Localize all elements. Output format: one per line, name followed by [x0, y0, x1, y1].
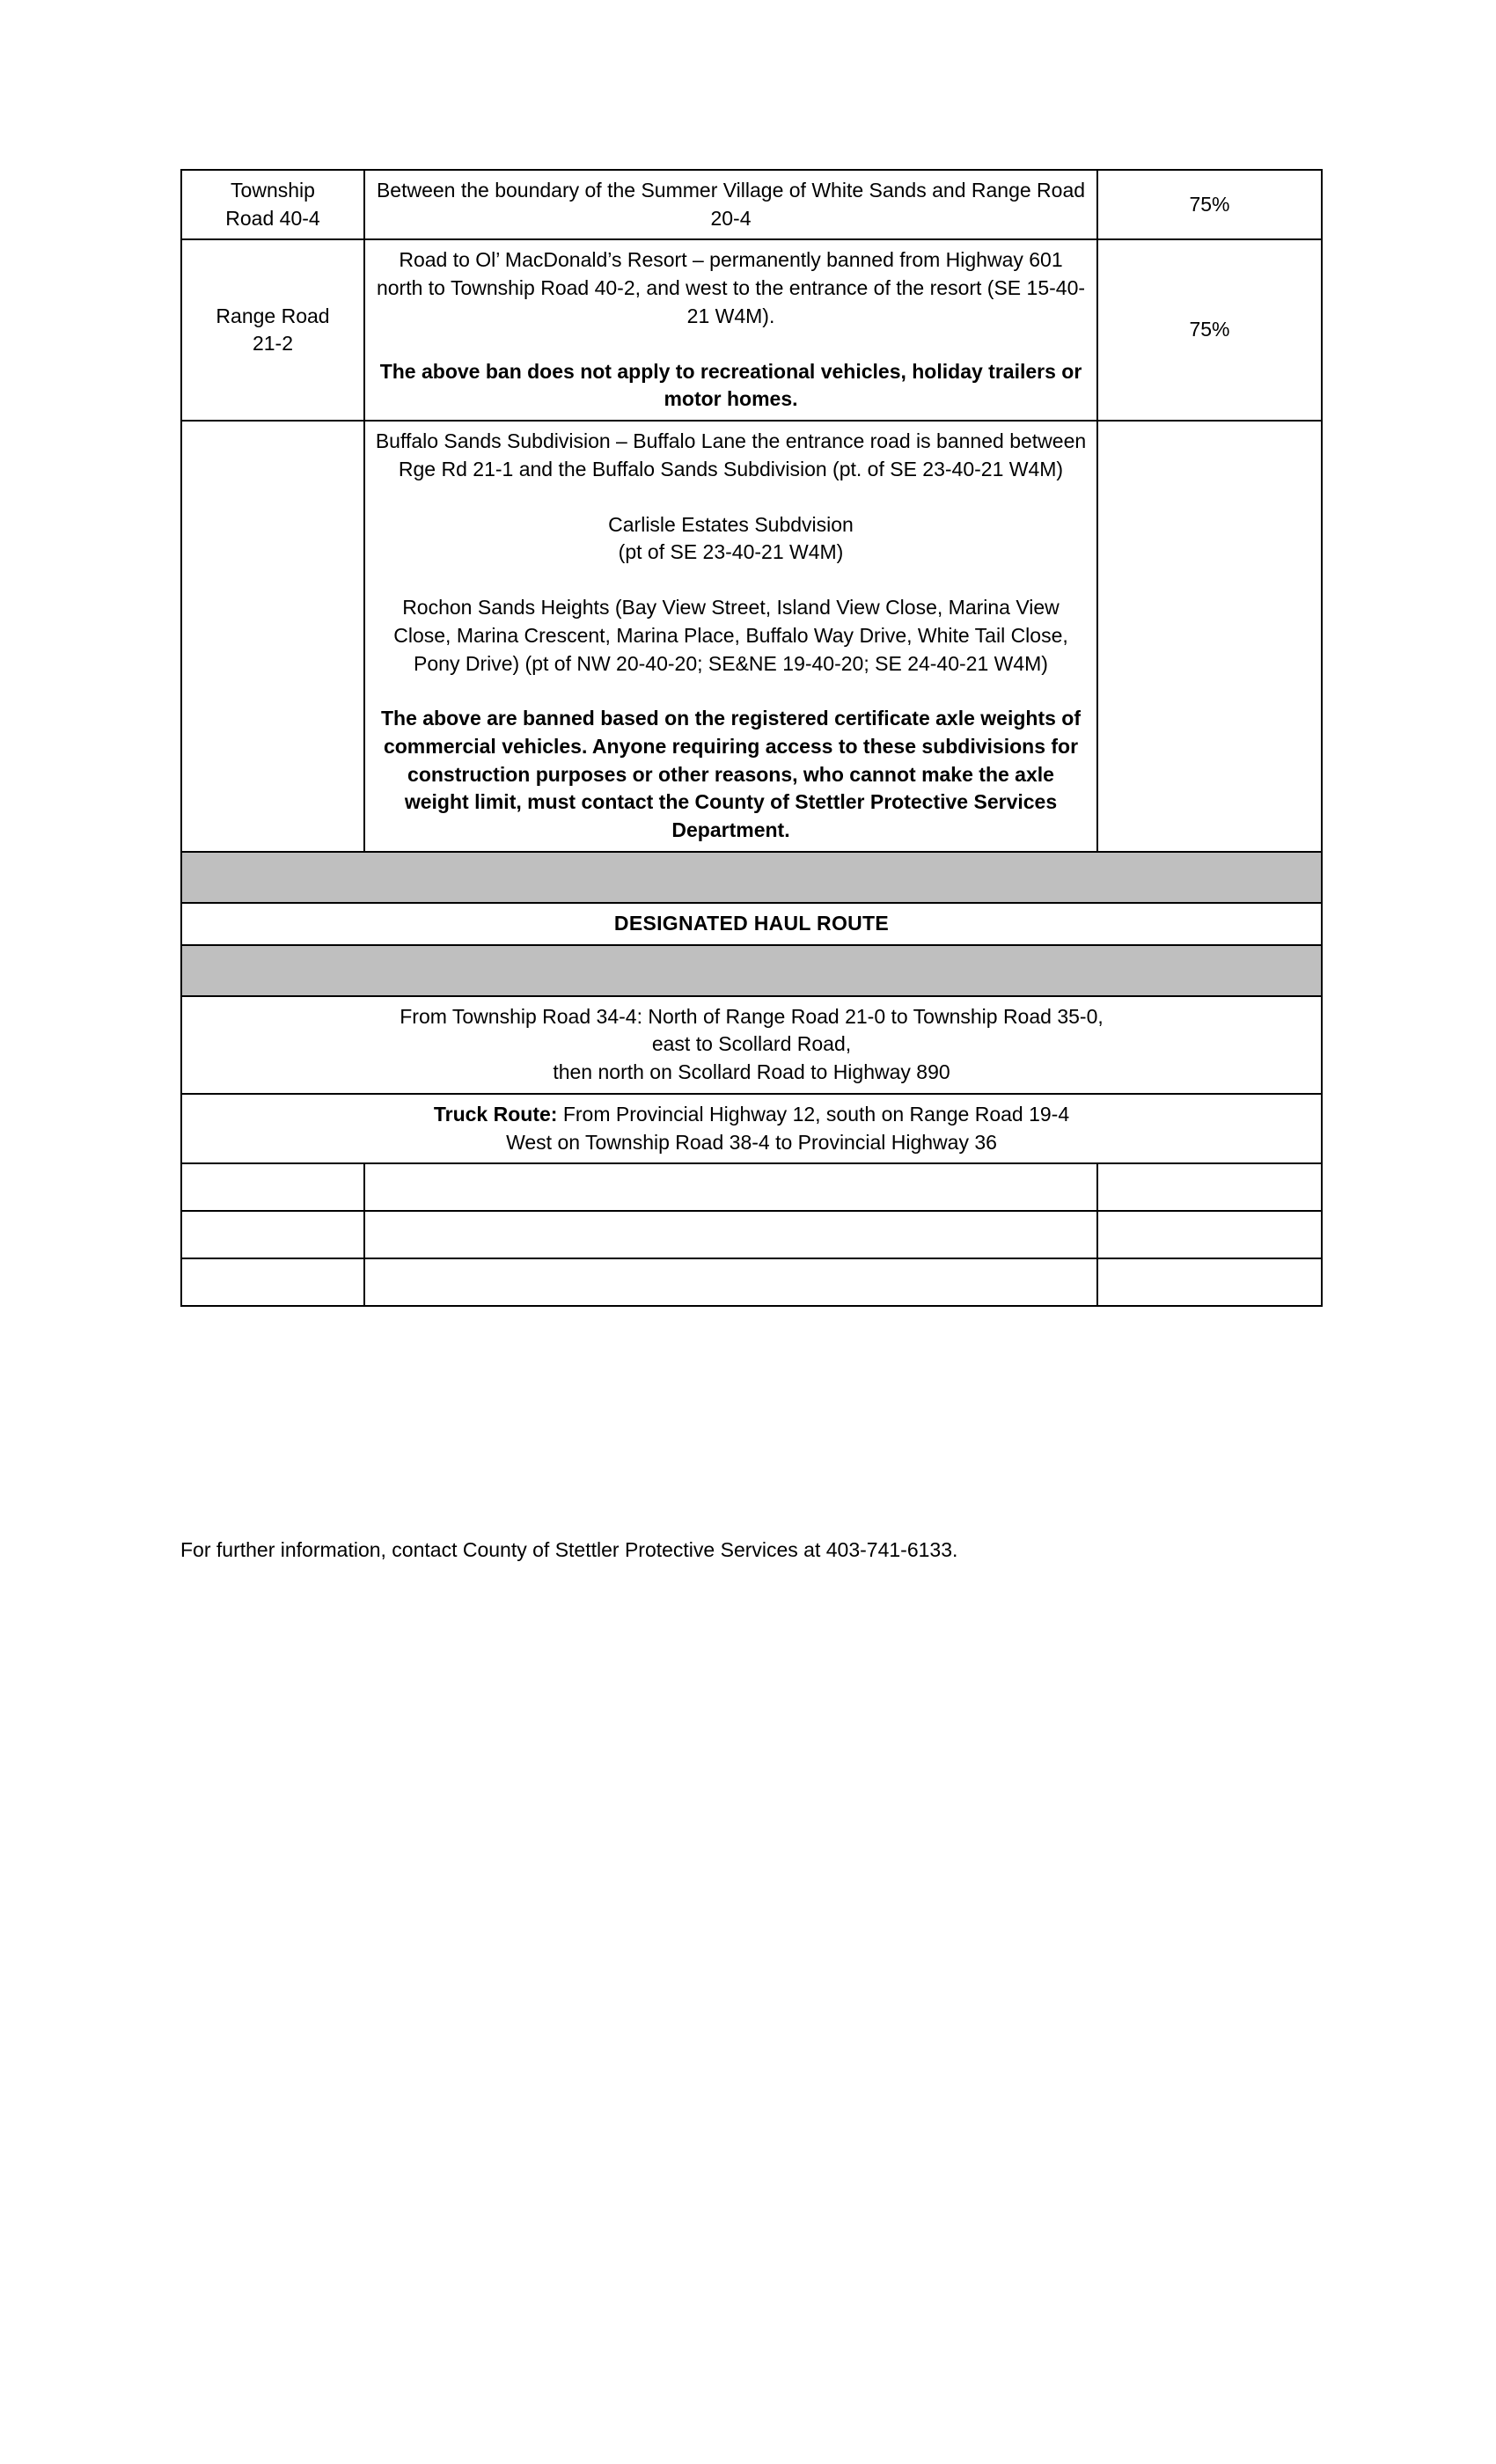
table-row-empty [181, 1211, 1322, 1258]
row-road-name [181, 239, 364, 421]
route-line: east to Scollard Road, [651, 1032, 852, 1056]
route-line: From Township Road 34-4: North of Range Road 21-0 to Township Road 35-0, [400, 1004, 1104, 1028]
paragraph-spacer [374, 484, 1088, 511]
route-line: West on Township Road 38-4 to Provincial Highway 36 [506, 1130, 997, 1154]
paragraph-spacer [374, 678, 1088, 705]
row-percent [1097, 421, 1322, 852]
description-paragraph: Road to Ol’ MacDonald’s Resort – permanently banned from Highway 601 north to Township Road 40-2, and west to the entrance of the resort (SE 15-40-21 W4M). [376, 248, 1086, 327]
haul-route-entry [181, 996, 1322, 1094]
row-road-name [181, 421, 364, 852]
table-row-empty [181, 1258, 1322, 1306]
description-paragraph: Carlisle Estates Subdvision [608, 512, 854, 536]
road-name-line-2: 21-2 [252, 332, 294, 356]
paragraph-spacer [374, 331, 1088, 358]
empty-description-cell [364, 1258, 1097, 1306]
designated-haul-route-heading: DESIGNATED HAUL ROUTE [181, 903, 1322, 945]
table-row-route [181, 996, 1322, 1094]
row-description [364, 421, 1097, 852]
description-paragraph: Between the boundary of the Summer Village of White Sands and Range Road 20-4 [376, 179, 1086, 230]
truck-route-entry [181, 1094, 1322, 1163]
empty-percent-cell [1097, 1163, 1322, 1211]
row-description [364, 239, 1097, 421]
table-row-empty [181, 1163, 1322, 1211]
description-paragraph-bold: The above ban does not apply to recreational vehicles, holiday trailers or motor homes. [379, 359, 1082, 411]
truck-route-label: Truck Route: [433, 1102, 558, 1126]
table-row-route [181, 1094, 1322, 1163]
document-body [180, 169, 1321, 1307]
table-row [181, 421, 1322, 852]
row-road-name [181, 170, 364, 239]
empty-percent-cell [1097, 1211, 1322, 1258]
gray-band-top [181, 852, 1322, 903]
route-line [191, 1101, 1312, 1129]
row-percent: 75% [1097, 239, 1322, 421]
empty-description-cell [364, 1211, 1097, 1258]
road-ban-table-body [181, 170, 1322, 1306]
route-line: then north on Scollard Road to Highway 890 [553, 1060, 950, 1084]
gray-band-bottom [181, 945, 1322, 996]
road-ban-table [180, 169, 1323, 1307]
empty-road-cell [181, 1163, 364, 1211]
description-paragraph-bold: The above are banned based on the registered certificate axle weights of commercial vehicles. Anyone requiring access to these subdivisions for construction purposes or other reasons, who cannot make the axle weight limit, must contact the County of Stettler Protective Services Department. [380, 707, 1082, 842]
description-paragraph: Rochon Sands Heights (Bay View Street, Island View Close, Marina View Close, Marina Crescent, Marina Place, Buffalo Way Drive, White Tail Close, Pony Drive) (pt of NW 20-40-20; SE&NE 19-40-20; SE 24-40-21 W4M) [393, 596, 1068, 675]
road-name-line-1: Township [231, 179, 315, 202]
empty-road-cell [181, 1211, 364, 1258]
empty-percent-cell [1097, 1258, 1322, 1306]
table-row-banner [181, 903, 1322, 945]
table-row [181, 239, 1322, 421]
footer-contact-note: For further information, contact County of Stettler Protective Services at 403-741-6133. [180, 1538, 958, 1561]
road-name-line-2: Road 40-4 [225, 206, 320, 230]
description-paragraph: Buffalo Sands Subdivision – Buffalo Lane the entrance road is banned between Rge Rd 21-1 and the Buffalo Sands Subdivision (pt. of SE 23-40-21 W4M) [375, 429, 1087, 480]
description-paragraph: (pt of SE 23-40-21 W4M) [618, 540, 844, 564]
truck-route-text: From Provincial Highway 12, south on Range Road 19-4 [557, 1102, 1070, 1126]
table-row-band [181, 852, 1322, 903]
empty-road-cell [181, 1258, 364, 1306]
table-row [181, 170, 1322, 239]
paragraph-spacer [374, 567, 1088, 594]
empty-description-cell [364, 1163, 1097, 1211]
row-percent: 75% [1097, 170, 1322, 239]
row-description [364, 170, 1097, 239]
road-name-line-1: Range Road [216, 304, 330, 327]
table-row-band [181, 945, 1322, 996]
